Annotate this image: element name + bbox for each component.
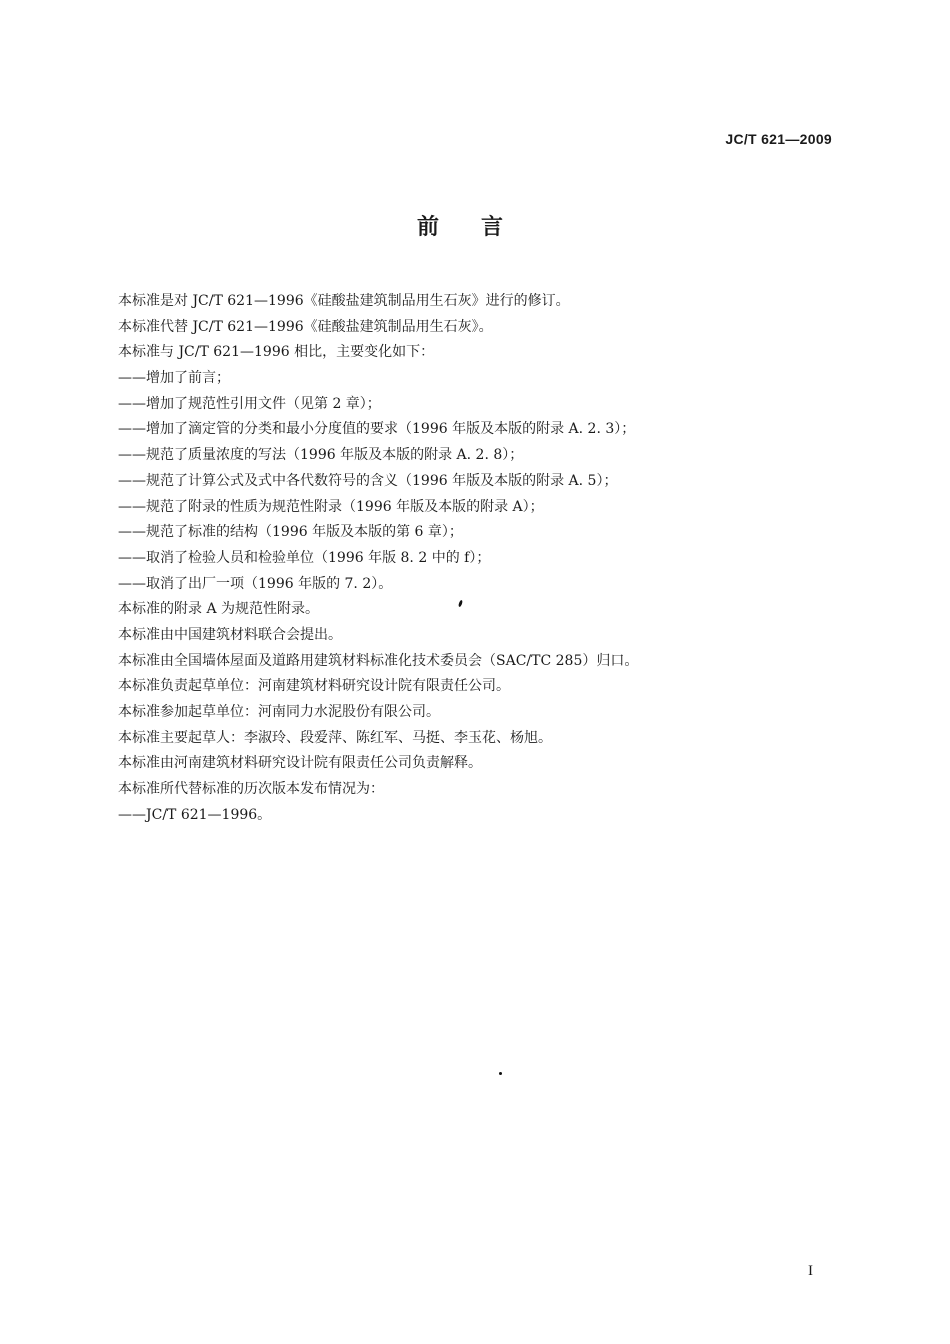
body-line: 本标准是对 JC/T 621—1996《硅酸盐建筑制品用生石灰》进行的修订。: [118, 293, 570, 309]
body-line: 本标准主要起草人：李淑玲、段爱萍、陈红军、马挺、李玉花、杨旭。: [118, 729, 552, 746]
body-line: 本标准负责起草单位：河南建筑材料研究设计院有限责任公司。: [118, 678, 510, 695]
page-number: I: [808, 1263, 813, 1279]
list-item: ——规范了计算公式及式中各代数符号的含义（1996 年版及本版的附录 A. 5）；: [118, 472, 618, 489]
body-line: 本标准与 JC/T 621—1996 相比，主要变化如下：: [118, 344, 435, 361]
body-line: 本标准所代替标准的历次版本发布情况为：: [118, 781, 384, 798]
list-item: ——增加了滴定管的分类和最小分度值的要求（1996 年版及本版的附录 A. 2. 3）；: [118, 421, 636, 438]
list-item: ——增加了前言；: [118, 370, 230, 387]
list-item: ——规范了附录的性质为规范性附录（1996 年版及本版的附录 A）；: [118, 498, 544, 515]
body-line: 本标准由河南建筑材料研究设计院有限责任公司负责解释。: [118, 755, 482, 772]
list-item: ——增加了规范性引用文件（见第 2 章）；: [118, 395, 381, 412]
body-line: 本标准的附录 A 为规范性附录。: [118, 601, 320, 618]
list-item: ——取消了出厂一项（1996 年版的 7. 2）。: [118, 575, 393, 592]
list-item: ——规范了质量浓度的写法（1996 年版及本版的附录 A. 2. 8）；: [118, 447, 524, 464]
body-line: 本标准代替 JC/T 621—1996《硅酸盐建筑制品用生石灰》。: [118, 318, 493, 335]
scan-speck: [499, 1072, 502, 1075]
list-item: ——取消了检验人员和检验单位（1996 年版 8. 2 中的 f）；: [118, 549, 491, 566]
body-line: 本标准参加起草单位：河南同力水泥股份有限公司。: [118, 704, 440, 720]
list-item: ——规范了标准的结构（1996 年版及本版的第 6 章）；: [118, 524, 463, 541]
list-item: ——JC/T 621—1996。: [118, 806, 272, 823]
body-line: 本标准由全国墙体屋面及道路用建筑材料标准化技术委员会（SAC/TC 285）归口。: [118, 652, 639, 669]
foreword-body: [118, 289, 838, 828]
document-code: JC/T 621—2009: [725, 131, 832, 147]
page-title: 前言: [416, 215, 545, 240]
body-line: 本标准由中国建筑材料联合会提出。: [118, 626, 342, 643]
